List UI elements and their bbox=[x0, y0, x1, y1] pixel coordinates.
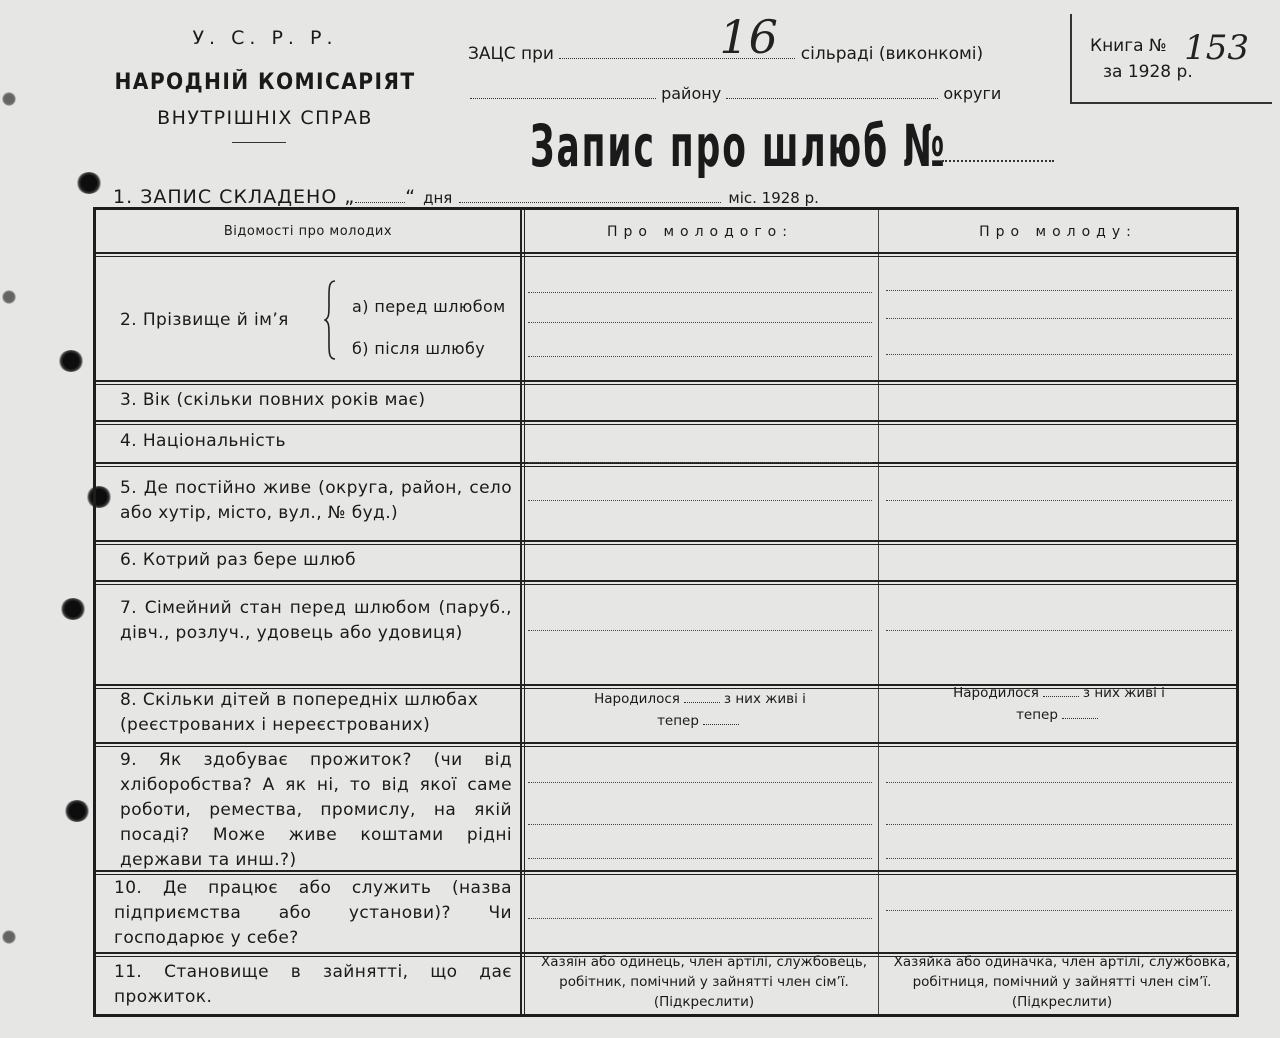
question-text: Де постійно живе (округа, район, село або хутір, місто, вул., № буд.) bbox=[120, 478, 512, 523]
marriage-record-table bbox=[93, 207, 1239, 1017]
question-number: 10. bbox=[114, 878, 143, 898]
punch-hole bbox=[2, 290, 16, 304]
row-divider bbox=[96, 380, 1236, 382]
writing-line[interactable] bbox=[886, 500, 1232, 501]
rayon-fill-field[interactable] bbox=[470, 98, 656, 99]
punch-hole bbox=[60, 598, 86, 620]
question-marital-status bbox=[120, 596, 512, 646]
column-header-groom: Про молодого: bbox=[607, 224, 793, 240]
row-divider bbox=[96, 420, 1236, 422]
question-number: 8. bbox=[120, 690, 138, 710]
writing-line[interactable] bbox=[886, 318, 1232, 319]
writing-line[interactable] bbox=[886, 824, 1232, 825]
rayon-line bbox=[470, 84, 1001, 103]
status-groom-cell[interactable]: Хазяїн або одинець, член артілі, службовець, робітник, помічний у зайнятті член сім’ї. (Підкреслити) bbox=[541, 954, 867, 1010]
alive-label: з них живі і bbox=[1082, 685, 1165, 701]
punch-hole bbox=[76, 172, 102, 194]
writing-line[interactable] bbox=[886, 354, 1232, 355]
okrug-label: округи bbox=[943, 84, 1002, 103]
row-divider bbox=[96, 540, 1236, 542]
question-nationality bbox=[120, 429, 286, 454]
column-header-bride: Про молоду: bbox=[979, 224, 1137, 240]
question-marriage-count bbox=[120, 548, 356, 573]
question-number: 3. bbox=[120, 390, 138, 410]
question-number: 9. bbox=[120, 750, 138, 770]
header-divider bbox=[232, 142, 286, 143]
writing-line[interactable] bbox=[528, 500, 872, 501]
writing-line[interactable] bbox=[528, 462, 872, 463]
record-date-number: 1. bbox=[113, 186, 134, 208]
question-number: 5. bbox=[120, 478, 138, 498]
zags-suffix: сільраді (виконкомі) bbox=[800, 44, 984, 64]
question-text: Скільки дітей в попередніх шлюбах (реєстрованих і нереєстрованих) bbox=[120, 690, 479, 735]
question-number: 6. bbox=[120, 550, 138, 570]
writing-line[interactable] bbox=[886, 858, 1232, 859]
writing-line[interactable] bbox=[528, 858, 872, 859]
name-before-marriage-label: а) перед шлюбом bbox=[352, 297, 506, 316]
born-label: Народилося bbox=[953, 685, 1039, 701]
record-date-text: ЗАПИС СКЛАДЕНО bbox=[140, 186, 338, 208]
now-fill-field[interactable] bbox=[703, 724, 739, 725]
question-text: Прізвище й ім’я bbox=[142, 310, 289, 330]
question-employment-status bbox=[114, 960, 512, 1010]
writing-line[interactable] bbox=[886, 910, 1232, 911]
question-text: Національність bbox=[142, 431, 286, 451]
punch-hole bbox=[64, 800, 90, 822]
commissariat-label: НАРОДНІЙ КОМІСАРІЯТ bbox=[114, 70, 416, 95]
row-divider bbox=[96, 252, 1236, 254]
writing-line[interactable] bbox=[528, 356, 872, 357]
open-quote: „ bbox=[344, 186, 356, 208]
question-text: Вік (скільки повних років має) bbox=[142, 390, 426, 410]
punch-hole bbox=[58, 350, 84, 372]
question-text: Котрий раз бере шлюб bbox=[142, 550, 356, 570]
now-label: тепер bbox=[1016, 707, 1058, 723]
writing-line[interactable] bbox=[528, 782, 872, 783]
question-residence bbox=[120, 476, 512, 526]
page-title: Запис про шлюб № bbox=[530, 112, 947, 180]
book-handwritten: 153 bbox=[1184, 28, 1249, 68]
question-name bbox=[120, 308, 289, 333]
now-label: тепер bbox=[657, 713, 699, 729]
writing-line[interactable] bbox=[528, 322, 872, 323]
internal-affairs-label: ВНУТРІШНІХ СПРАВ bbox=[157, 107, 373, 129]
year-label: за 1928 р. bbox=[1103, 62, 1193, 82]
row-divider bbox=[96, 742, 1236, 744]
writing-line[interactable] bbox=[886, 630, 1232, 631]
question-text: Де працює або служить (назва підприємства або установи)? Чи господарює у себе? bbox=[114, 878, 513, 948]
question-number: 2. bbox=[120, 310, 138, 330]
writing-line[interactable] bbox=[886, 782, 1232, 783]
alive-label: з них живі і bbox=[723, 691, 806, 707]
born-fill-field[interactable] bbox=[1043, 696, 1079, 697]
question-workplace bbox=[114, 876, 512, 951]
question-number: 4. bbox=[120, 431, 138, 451]
record-date-line bbox=[113, 186, 819, 208]
question-age bbox=[120, 388, 425, 413]
question-text: Як здобуває прожиток? (чи від хліборобства? А як ні, то від якої саме роботи, ремества, промислу, на якій посаді? Може живе коштами рідні держави та инш.?) bbox=[120, 750, 512, 870]
writing-line[interactable] bbox=[528, 630, 872, 631]
row-divider bbox=[96, 580, 1236, 582]
month-year-label: міс. 1928 р. bbox=[728, 189, 819, 207]
children-groom-cell bbox=[528, 688, 872, 732]
question-number: 7. bbox=[120, 598, 138, 618]
question-text: Сімейний стан перед шлюбом (паруб., дівч., розлуч., удовець або удовиця) bbox=[120, 598, 512, 643]
now-fill-field[interactable] bbox=[1062, 718, 1098, 719]
day-label: дня bbox=[423, 189, 453, 207]
close-quote: “ bbox=[405, 186, 417, 208]
writing-line[interactable] bbox=[528, 824, 872, 825]
book-number-label bbox=[1090, 20, 1249, 68]
zags-handwritten: 16 bbox=[719, 10, 778, 64]
day-fill-field[interactable] bbox=[355, 202, 405, 203]
question-number: 11. bbox=[114, 962, 143, 982]
zags-line bbox=[468, 10, 984, 64]
born-fill-field[interactable] bbox=[684, 702, 720, 703]
month-fill-field[interactable] bbox=[459, 202, 721, 203]
question-text: Становище в зайнятті, що дає прожиток. bbox=[114, 962, 512, 1007]
question-livelihood bbox=[120, 748, 512, 873]
column-divider-groom-bride bbox=[878, 210, 879, 1014]
status-bride-cell[interactable]: Хазяйка або одиначка, член артілі, службовка, робітниця, помічний у зайнятті член сім’ї. (Підкреслити) bbox=[893, 954, 1231, 1010]
rayon-label: району bbox=[661, 84, 722, 103]
writing-line[interactable] bbox=[528, 918, 872, 919]
writing-line[interactable] bbox=[528, 292, 872, 293]
record-number-field[interactable] bbox=[942, 160, 1054, 162]
zags-fill-field[interactable] bbox=[559, 10, 795, 64]
okrug-fill-field[interactable] bbox=[726, 98, 938, 99]
zags-prefix: ЗАЦС при bbox=[468, 44, 554, 64]
brace-icon bbox=[324, 280, 336, 360]
punch-hole bbox=[2, 930, 16, 944]
name-after-marriage-label: б) після шлюбу bbox=[352, 339, 486, 358]
column-divider-info bbox=[520, 210, 522, 1014]
question-children bbox=[120, 688, 520, 738]
book-label-text: Книга № bbox=[1090, 36, 1167, 56]
born-label: Народилося bbox=[594, 691, 680, 707]
punch-hole bbox=[2, 92, 16, 106]
writing-line[interactable] bbox=[886, 290, 1232, 291]
children-bride-cell bbox=[886, 682, 1232, 726]
ussr-label: У. С. Р. Р. bbox=[192, 27, 338, 49]
column-header-info: Відомості про молодих bbox=[223, 224, 393, 239]
